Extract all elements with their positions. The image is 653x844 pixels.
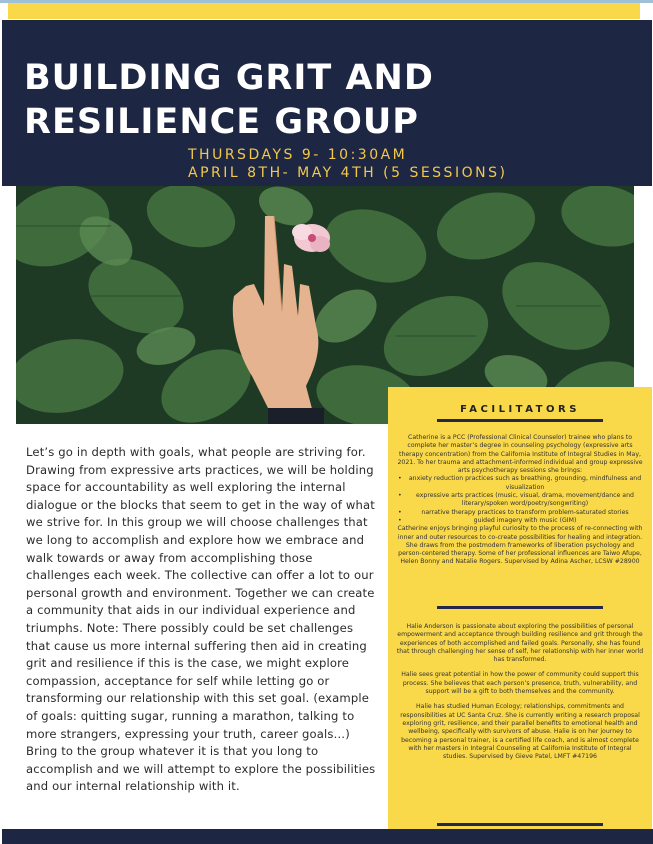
bottom-divider [437, 823, 603, 826]
facilitators-heading: FACILITATORS [460, 404, 580, 415]
heading-divider [437, 419, 603, 422]
halie-paragraph: Halie Anderson is passionate about exploring the possibilities of personal empowerment and acceptance through building resilience and grit through the experiences of both accomplished and failed goals. Personally, she has found that through challenging her sense of self, her relationship with her inner world has transformed. [396, 623, 644, 664]
catherine-intro: Catherine is a PCC (Professional Clinical Counselor) trainee who plans to complete her master’s degree in counseling psychology (expressive arts therapy concentration) from the California Institute of Integral Studies in May, 2021. To her trauma and attachment-informed individual and group expressive arts psychotherapy sessions she brings: [397, 434, 643, 475]
list-item: • narrative therapy practices to transform problem-saturated stories [396, 509, 644, 517]
list-item: • guided imagery with music (GIM) [396, 517, 644, 525]
halie-bio [396, 623, 644, 761]
schedule [188, 146, 507, 182]
catherine-bio [396, 434, 644, 567]
intro-text: Let’s go in depth with goals, what people are striving for. Drawing from expressive arts practices, we will be holding space for accountability as well exploring the internal dialogue or the blocks that seem to get in the way of what we strive for. In this group we will choose challenges that we long to accomplish and explore how we embrace and walk towards or away from accomplishing those challenges each week. The collective can offer a lot to our personal growth and environment. Together we can create a community that aids in our individual experience and triumphs. Note: There possibly could be set challenges that cause us more internal suffering then aid in creating grit and resilience if this is the case, we might explore compassion, acceptance for self while letting go or transforming our relationship with this set goal. (example of goals: quitting sugar, running a marathon, talking to more strangers, expressing your truth, career goals…) Bring to the group whatever it is that you long to accomplish and we will attempt to explore the possibilities and our internal relationship with it. [26, 445, 376, 794]
schedule-time: THURSDAYS 9- 10:30AM [188, 147, 408, 163]
schedule-dates: APRIL 8TH- MAY 4TH (5 SESSIONS) [188, 165, 508, 181]
halie-paragraph: Halie sees great potential in how the power of community could support this process. She believes that each person’s presence, truth, vulnerability, and support will be a gift to both themselves and the community. [401, 671, 639, 696]
catherine-outro: Catherine enjoys bringing playful curiosity to the process of re-connecting with inner and outer resources to co-create possibilities for healing and integration. She draws from the postmodern frameworks of liberation psychology and person-centered therapy. Some of her professional influences are Taiwo Afupe, Helen Bonny and Natalie Rogers. Supervised by Adina Ascher, LCSW #28900 [397, 525, 643, 566]
facilitators-panel [388, 387, 652, 829]
page-title: BUILDING GRIT AND RESILIENCE GROUP [24, 58, 434, 142]
footer-band [2, 829, 653, 844]
section-divider [437, 606, 603, 609]
halie-paragraph: Halie has studied Human Ecology; relationships, commitments and responsibilities at UC Santa Cruz. She is currently writing a research proposal exploring grit, resilience, and their parallel benefits to emotional health and wellbeing, specifically with survivors of abuse. Halie is on her journey to becoming a personal trainer, is a certified life coach, and is almost complete with her masters in Integral Counseling at California Institute of Integral studies. Supervised by Gieve Patel, LMFT #47196 [400, 703, 640, 761]
top-yellow-band [8, 3, 640, 19]
list-item: • expressive arts practices (music, visual, drama, movement/dance and literary/spoken word/poetry/songwriting) [396, 492, 644, 509]
catherine-practices-list [396, 475, 644, 525]
list-item: • anxiety reduction practices such as breathing, grounding, mindfulness and visualization [396, 475, 644, 492]
